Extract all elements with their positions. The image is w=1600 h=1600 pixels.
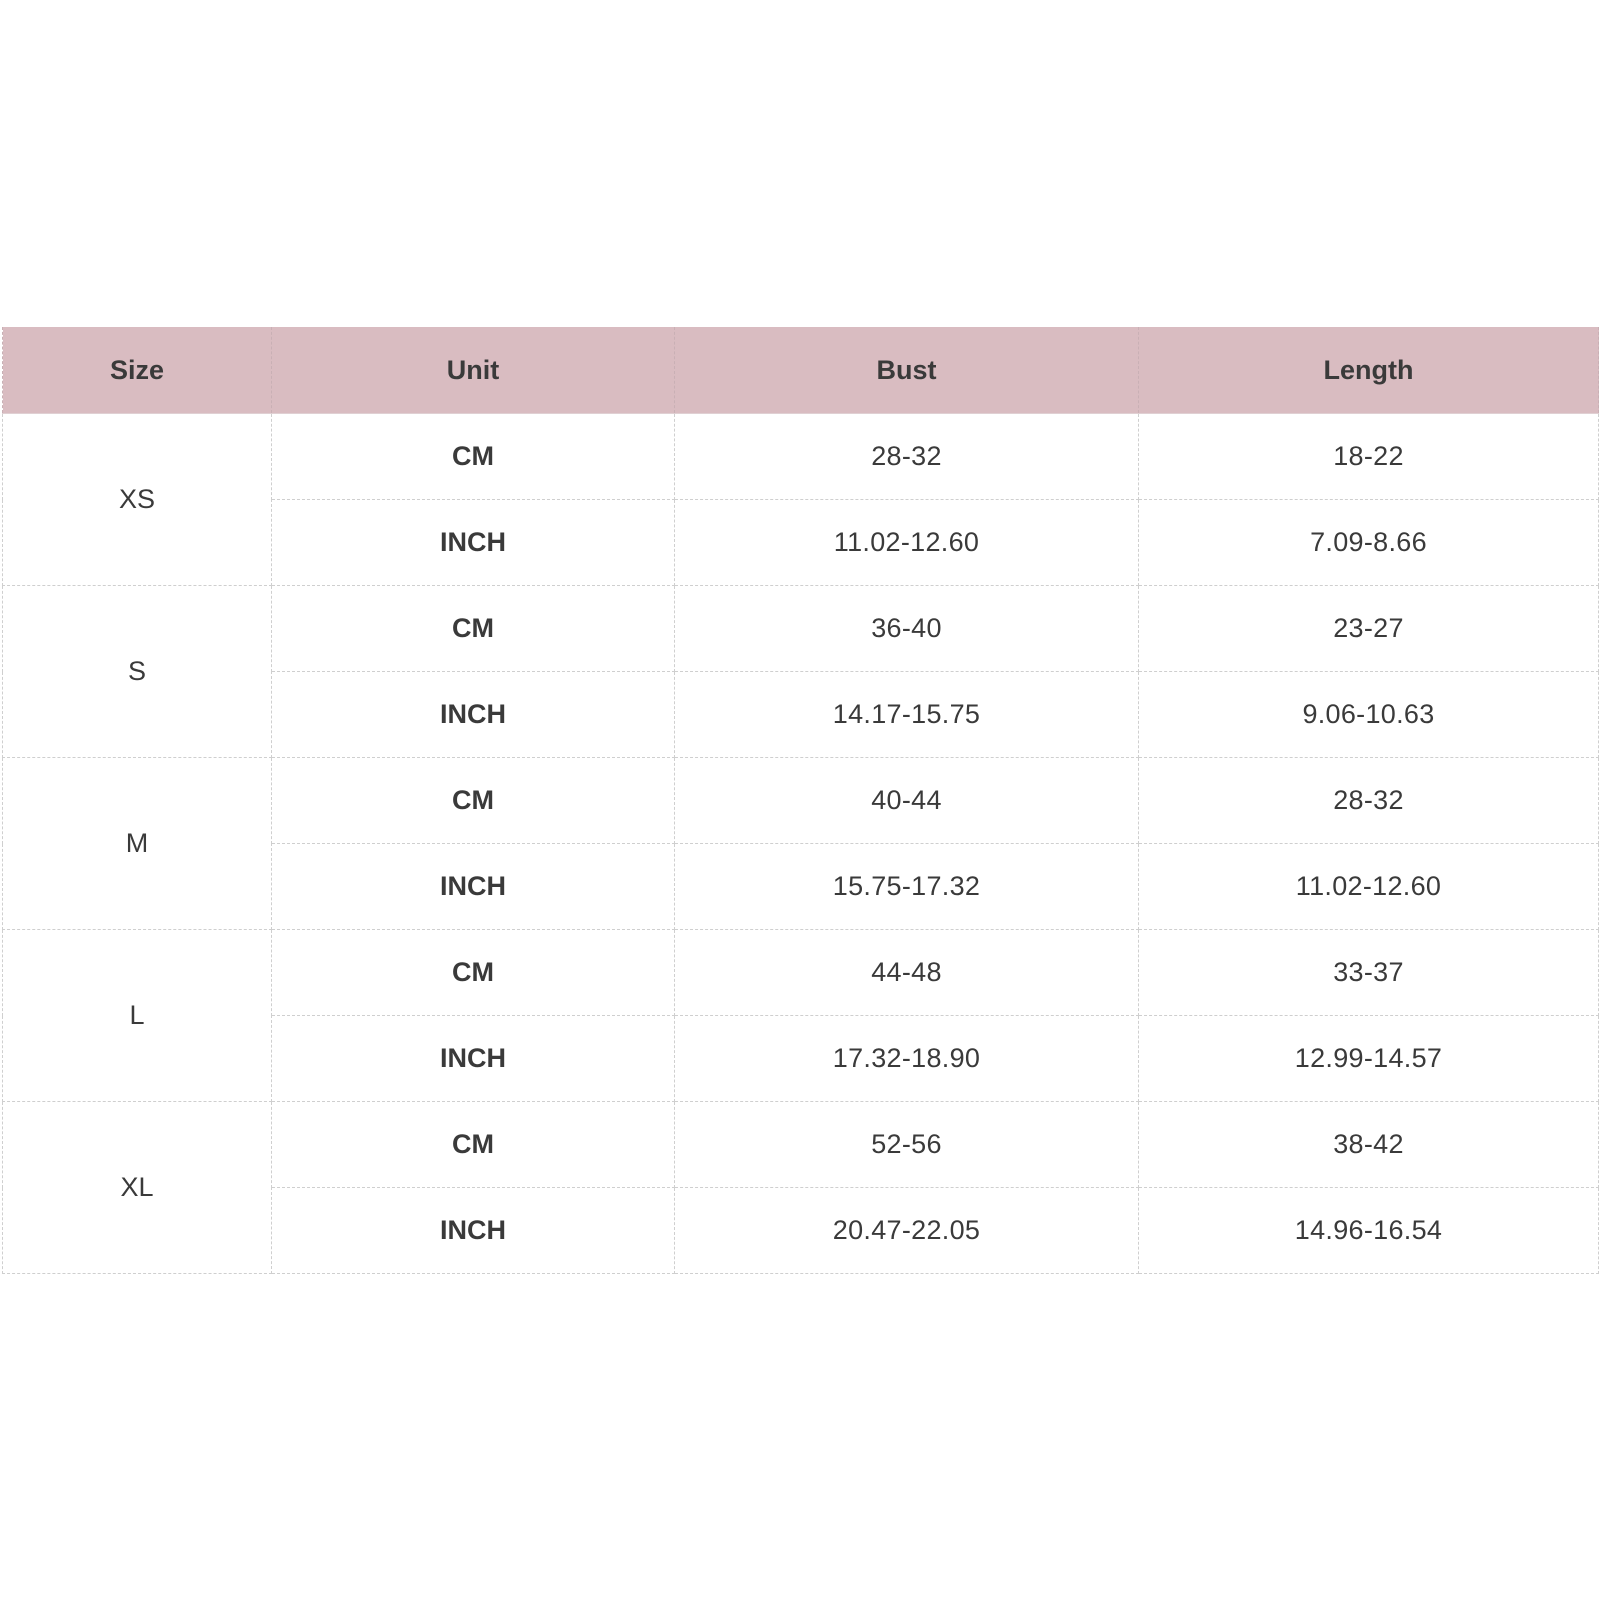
length-value: 38-42	[1139, 1102, 1599, 1188]
unit-cm: CM	[272, 930, 675, 1016]
size-label-s: S	[3, 586, 272, 758]
size-chart-header	[3, 327, 1599, 414]
unit-cm: CM	[272, 414, 675, 500]
bust-value: 44-48	[675, 930, 1139, 1016]
length-value: 14.96-16.54	[1139, 1188, 1599, 1274]
header-row	[3, 327, 1599, 414]
length-value: 23-27	[1139, 586, 1599, 672]
unit-inch: INCH	[272, 1016, 675, 1102]
table-row	[3, 930, 1599, 1016]
table-row	[3, 586, 1599, 672]
bust-value: 17.32-18.90	[675, 1016, 1139, 1102]
length-value: 9.06-10.63	[1139, 672, 1599, 758]
header-unit: Unit	[272, 327, 675, 414]
size-label-xs: XS	[3, 414, 272, 586]
length-value: 11.02-12.60	[1139, 844, 1599, 930]
unit-inch: INCH	[272, 500, 675, 586]
bust-value: 20.47-22.05	[675, 1188, 1139, 1274]
table-row	[3, 414, 1599, 500]
header-length: Length	[1139, 327, 1599, 414]
size-chart-table	[2, 327, 1599, 1274]
bust-value: 14.17-15.75	[675, 672, 1139, 758]
length-value: 28-32	[1139, 758, 1599, 844]
unit-inch: INCH	[272, 1188, 675, 1274]
bust-value: 28-32	[675, 414, 1139, 500]
bust-value: 36-40	[675, 586, 1139, 672]
unit-inch: INCH	[272, 672, 675, 758]
size-label-l: L	[3, 930, 272, 1102]
bust-value: 11.02-12.60	[675, 500, 1139, 586]
length-value: 18-22	[1139, 414, 1599, 500]
length-value: 7.09-8.66	[1139, 500, 1599, 586]
bust-value: 40-44	[675, 758, 1139, 844]
bust-value: 15.75-17.32	[675, 844, 1139, 930]
header-bust: Bust	[675, 327, 1139, 414]
size-label-m: M	[3, 758, 272, 930]
table-row	[3, 758, 1599, 844]
length-value: 33-37	[1139, 930, 1599, 1016]
unit-cm: CM	[272, 758, 675, 844]
unit-cm: CM	[272, 586, 675, 672]
unit-cm: CM	[272, 1102, 675, 1188]
size-label-xl: XL	[3, 1102, 272, 1274]
bust-value: 52-56	[675, 1102, 1139, 1188]
table-row	[3, 1102, 1599, 1188]
length-value: 12.99-14.57	[1139, 1016, 1599, 1102]
size-chart-body	[3, 414, 1599, 1274]
unit-inch: INCH	[272, 844, 675, 930]
header-size: Size	[3, 327, 272, 414]
